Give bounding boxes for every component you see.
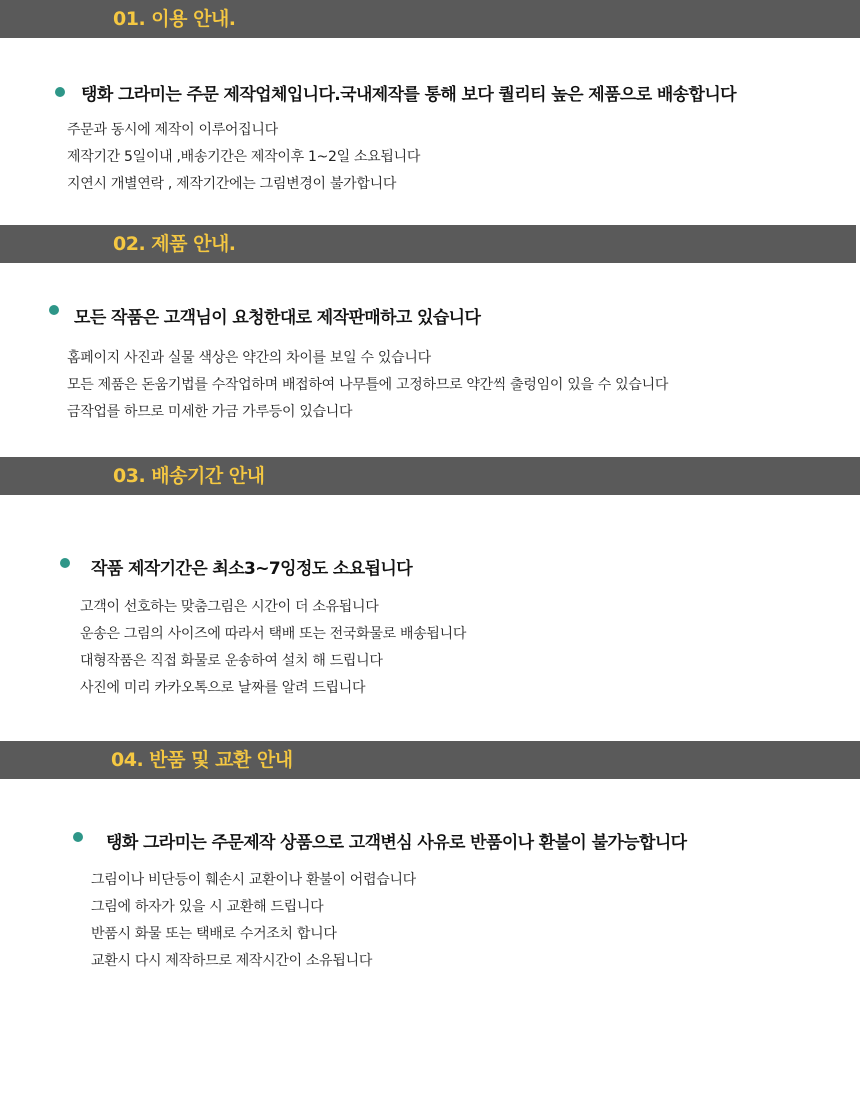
list-item: 그림이나 비단등이 훼손시 교환이나 환불이 어렵습니다 — [91, 872, 416, 888]
list-item: 교환시 다시 제작하므로 제작시간이 소유됩니다 — [91, 953, 373, 969]
list-item: 반품시 화물 또는 택배로 수거조치 합니다 — [91, 926, 337, 942]
section-1-title: 01. 이용 안내. — [113, 8, 236, 30]
list-item: 고객이 선호하는 맞춤그림은 시간이 더 소유됩니다 — [80, 599, 379, 615]
list-item: 사진에 미리 카카오톡으로 날짜를 알려 드립니다 — [80, 680, 366, 696]
list-item: 홈페이지 사진과 실물 색상은 약간의 차이를 보일 수 있습니다 — [67, 350, 431, 366]
bullet-dot-icon — [60, 558, 70, 568]
section-3-headline: 작품 제작기간은 최소3~7잉정도 소요됩니다 — [91, 559, 413, 579]
section-3-title: 03. 배송기간 안내 — [113, 465, 265, 487]
bullet-dot-icon — [49, 305, 59, 315]
section-4-headline: 탱화 그라미는 주문제작 상품으로 고객변심 사유로 반품이나 환불이 불가능합니다 — [106, 833, 687, 853]
section-1-lines — [67, 117, 420, 198]
list-item: 제작기간 5일이내 ,배송기간은 제작이후 1~2일 소요됩니다 — [67, 149, 421, 165]
section-2-headline: 모든 작품은 고객님이 요청한대로 제작판매하고 있습니다 — [74, 308, 481, 328]
section-3-lines — [80, 594, 466, 702]
list-item: 그림에 하자가 있을 시 교환해 드립니다 — [91, 899, 324, 915]
list-item: 주문과 동시에 제작이 이루어집니다 — [67, 122, 278, 138]
list-item: 지연시 개별연락 , 제작기간에는 그림변경이 불가합니다 — [67, 176, 397, 192]
section-3-header-bar — [0, 457, 860, 495]
section-4-header-bar — [0, 741, 860, 779]
section-1-header-bar — [0, 0, 860, 38]
section-2-header-bar — [0, 225, 856, 263]
section-4-lines — [91, 867, 416, 975]
list-item: 금작업를 하므로 미세한 가금 가루등이 있습니다 — [67, 404, 353, 420]
section-2-lines — [67, 345, 668, 426]
section-4-title: 04. 반품 및 교환 안내 — [111, 749, 293, 771]
list-item: 대형작품은 직접 화물로 운송하여 설치 해 드립니다 — [80, 653, 383, 669]
section-2-title: 02. 제품 안내. — [113, 233, 236, 255]
list-item: 모든 제품은 돈움기법를 수작업하며 배접하여 나무틀에 고정하므로 약간씩 출렁임이 있을 수 있습니다 — [67, 377, 669, 393]
section-1-headline: 탱화 그라미는 주문 제작업체입니다.국내제작를 통해 보다 퀄리티 높은 제품으로 배송합니다 — [81, 85, 736, 105]
bullet-dot-icon — [55, 87, 65, 97]
list-item: 운송은 그림의 사이즈에 따라서 택배 또는 전국화물로 배송됩니다 — [80, 626, 467, 642]
bullet-dot-icon — [73, 832, 83, 842]
